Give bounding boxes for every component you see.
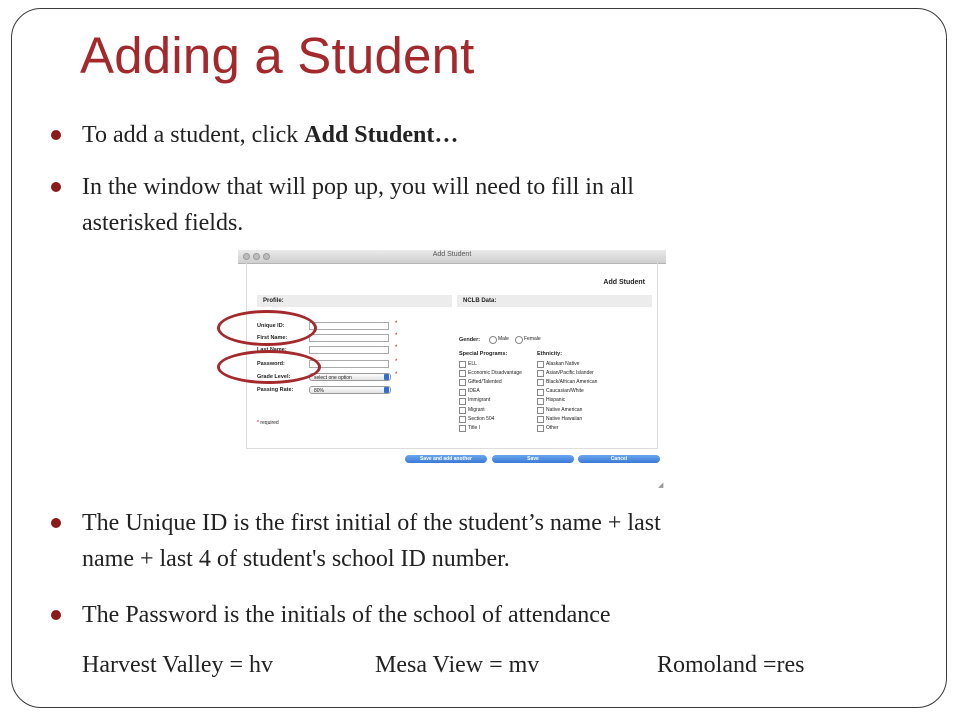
- special-program-checkbox[interactable]: [459, 379, 466, 386]
- ethnicity-checkbox[interactable]: [537, 370, 544, 377]
- special-program-checkbox[interactable]: [459, 389, 466, 396]
- gender-male-label: Male: [498, 336, 509, 342]
- bullet-password-rule: [82, 597, 611, 633]
- special-program-label: ELL: [468, 360, 477, 367]
- unique-id-label: Unique ID:: [257, 323, 285, 329]
- first-name-input[interactable]: [309, 334, 389, 342]
- special-program-label: Section 504: [468, 415, 495, 422]
- grade-level-select[interactable]: [309, 373, 391, 381]
- required-note: [257, 420, 279, 426]
- special-program-checkbox[interactable]: [459, 416, 466, 423]
- nclb-section-header: NCLB Data:: [457, 295, 652, 307]
- ethnicity-checkbox[interactable]: [537, 425, 544, 432]
- required-star: *: [395, 359, 398, 365]
- dialog-window-title: Add Student: [432, 251, 472, 258]
- ethnicity-label: Black/African American: [546, 378, 598, 385]
- grade-level-label: Grade Level:: [257, 374, 291, 380]
- slide-title: Adding a Student: [80, 27, 475, 84]
- special-program-label: Economic Disadvantage: [468, 369, 522, 376]
- special-program-checkbox[interactable]: [459, 361, 466, 368]
- select-arrows-icon: [384, 387, 389, 393]
- unique-id-highlight-oval: [217, 310, 317, 346]
- bullet-text-line: The Unique ID is the first initial of the student’s name + last: [82, 510, 661, 536]
- bullet-text-line: asterisked fields.: [82, 210, 244, 236]
- bullet-dot-icon: [51, 130, 61, 140]
- bullet-dot-icon: [51, 182, 61, 192]
- special-program-label: Title I: [468, 424, 481, 431]
- ethnicity-checkbox[interactable]: [537, 416, 544, 423]
- required-note-text: required: [260, 420, 279, 426]
- bullet-text-line: In the window that will pop up, you will need to fill in all: [82, 174, 634, 200]
- password-highlight-oval: [217, 350, 321, 384]
- gender-female-label: Female: [524, 336, 541, 342]
- ethnicity-checkbox[interactable]: [537, 407, 544, 414]
- ethnicity-header: Ethnicity:: [537, 351, 563, 357]
- ethnicity-label: Hispanic: [546, 397, 566, 404]
- first-name-label: First Name:: [257, 335, 288, 341]
- dialog-heading: Add Student: [603, 279, 645, 286]
- required-star: *: [395, 321, 398, 327]
- required-star: *: [395, 333, 398, 339]
- bullet-dot-icon: [51, 518, 61, 528]
- special-program-checkbox[interactable]: [459, 398, 466, 405]
- required-star: *: [395, 372, 398, 378]
- gender-label: Gender:: [459, 337, 481, 343]
- required-star: *: [257, 420, 259, 426]
- bullet-text: The Password is the initials of the school of attendance: [82, 602, 611, 628]
- school-code-romoland: Romoland =res: [657, 652, 805, 678]
- cancel-button[interactable]: Cancel: [578, 455, 660, 463]
- ethnicity-label: Native American: [546, 406, 583, 413]
- gender-male-radio[interactable]: [489, 336, 497, 344]
- last-name-input[interactable]: [309, 346, 389, 354]
- special-program-label: Immigrant: [468, 397, 491, 404]
- school-code-harvest-valley: Harvest Valley = hv: [82, 652, 274, 678]
- gender-female-radio[interactable]: [515, 336, 523, 344]
- ethnicity-checkbox[interactable]: [537, 361, 544, 368]
- ethnicity-label: Other: [546, 424, 559, 431]
- bullet-add-student: [82, 117, 458, 153]
- ethnicity-label: Native Hawaiian: [546, 415, 583, 422]
- save-button[interactable]: Save: [492, 455, 574, 463]
- special-program-label: IDEA: [468, 388, 480, 395]
- grade-level-value: select one option: [314, 375, 352, 381]
- dialog-titlebar: [238, 250, 666, 264]
- add-student-emphasis: Add Student…: [304, 122, 459, 148]
- special-program-checkbox[interactable]: [459, 407, 466, 414]
- special-programs-header: Special Programs:: [459, 351, 508, 357]
- special-program-label: Migrant: [468, 406, 485, 413]
- ethnicity-checkbox[interactable]: [537, 379, 544, 386]
- ethnicity-label: Caucasian/White: [546, 388, 584, 395]
- last-name-label: Last Name:: [257, 347, 287, 353]
- password-label: Password:: [257, 361, 285, 367]
- school-code-mesa-view: Mesa View = mv: [375, 652, 540, 678]
- special-program-checkbox[interactable]: [459, 370, 466, 377]
- password-input[interactable]: [309, 360, 389, 368]
- required-star: *: [395, 345, 398, 351]
- resize-grip-icon[interactable]: ◢: [658, 482, 664, 489]
- passing-rate-select[interactable]: [309, 386, 391, 394]
- ethnicity-checkbox[interactable]: [537, 398, 544, 405]
- bullet-unique-id-rule: [82, 505, 661, 577]
- ethnicity-label: Alaskan Native: [546, 360, 580, 367]
- bullet-text-line: name + last 4 of student's school ID number.: [82, 546, 510, 572]
- select-arrows-icon: [384, 374, 389, 380]
- unique-id-input[interactable]: [309, 322, 389, 330]
- passing-rate-label: Passing Rate:: [257, 387, 294, 393]
- special-program-checkbox[interactable]: [459, 425, 466, 432]
- bullet-text: To add a student, click: [82, 122, 305, 148]
- special-program-label: Gifted/Talented: [468, 378, 502, 385]
- bullet-dot-icon: [51, 610, 61, 620]
- ethnicity-checkbox[interactable]: [537, 389, 544, 396]
- save-and-add-another-button[interactable]: Save and add another: [405, 455, 487, 463]
- bullet-popup-window: [82, 169, 634, 241]
- profile-section-header: Profile:: [257, 295, 452, 307]
- ethnicity-label: Asian/Pacific Islander: [546, 369, 594, 376]
- passing-rate-value: 80%: [314, 388, 325, 394]
